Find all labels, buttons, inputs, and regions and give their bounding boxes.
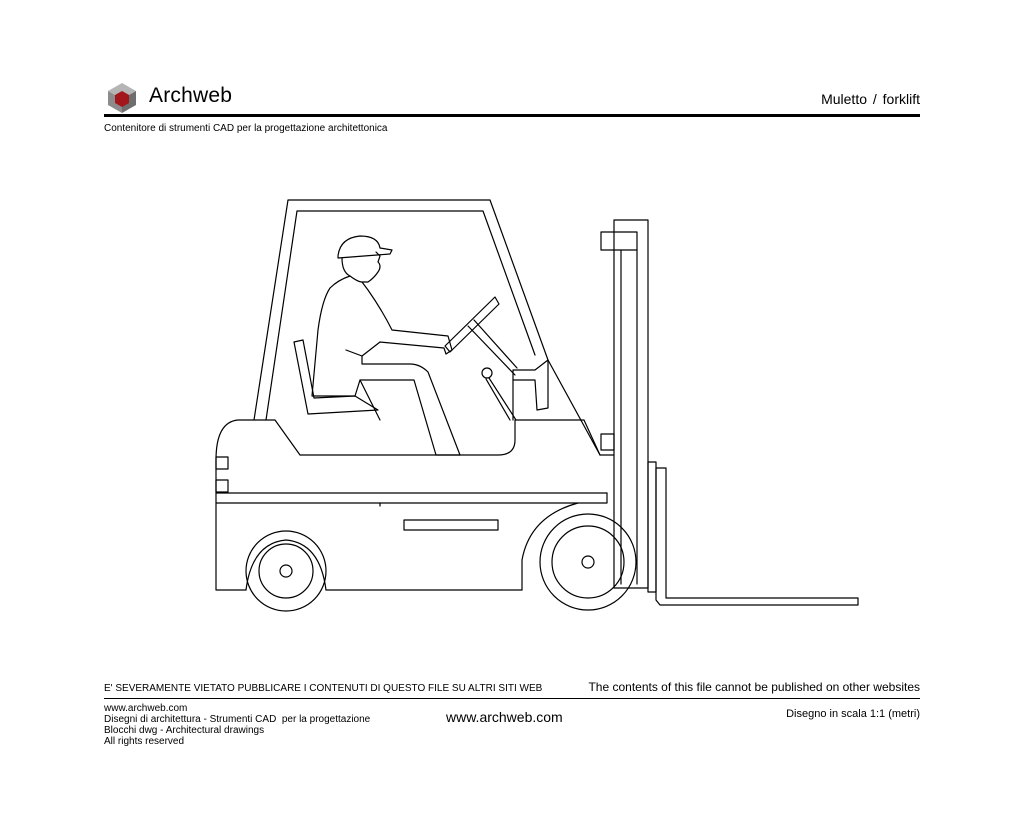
footer-line: All rights reserved xyxy=(104,736,185,747)
seat xyxy=(294,340,378,414)
drawing-title: Muletto / forklift xyxy=(821,91,920,107)
footer-divider xyxy=(104,698,920,699)
forks xyxy=(648,462,858,605)
rear-wheel xyxy=(246,531,326,611)
tagline: Contenitore di strumenti CAD per la progettazione architettonica xyxy=(104,123,388,134)
dashboard xyxy=(513,360,600,455)
drawing-scale: Disegno in scala 1:1 (metri) xyxy=(786,708,920,720)
footer-line: www.archweb.com xyxy=(104,703,188,714)
cabin-frame xyxy=(254,200,548,420)
chassis xyxy=(216,493,607,590)
copyright-notice-italian: E' SEVERAMENTE VIETATO PUBBLICARE I CONTENUTI DI QUESTO FILE SU ALTRI SITI WEB xyxy=(104,683,543,694)
mast xyxy=(600,220,648,588)
footer-info xyxy=(104,703,370,747)
brand-name: Archweb xyxy=(149,84,233,107)
copyright-notice-english: The contents of this file cannot be published on other websites xyxy=(588,680,920,694)
footer-line: Blocchi dwg - Architectural drawings xyxy=(104,725,265,736)
steering xyxy=(445,297,517,420)
footer-line: Disegni di architettura - Strumenti CAD per la progettazione xyxy=(104,714,371,725)
footer-url[interactable]: www.archweb.com xyxy=(446,709,563,725)
rear-body xyxy=(216,420,607,493)
driver xyxy=(312,236,460,455)
